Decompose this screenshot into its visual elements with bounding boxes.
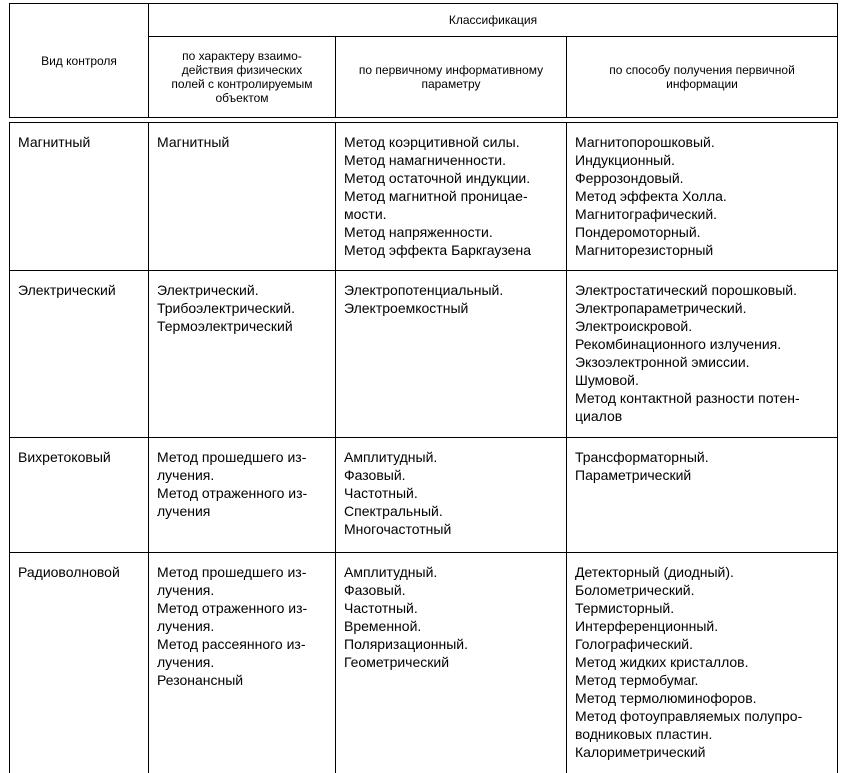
cell-col4	[567, 553, 838, 773]
cell-control-type	[10, 123, 149, 271]
cell-line: Рекомбинационного излучения.	[575, 336, 782, 352]
cell-line: водниковых пластин.	[575, 726, 713, 742]
header-col2-line: по характеру взаимо-	[182, 49, 302, 63]
cell-line: Фазовый.	[344, 582, 406, 598]
cell-line: Метод отраженного из-	[157, 485, 308, 501]
cell-line: Электрический.	[157, 282, 259, 298]
cell-line: Термисторный.	[575, 600, 675, 616]
cell-line: лучения	[157, 503, 211, 519]
cell-line: Метод отраженного из-	[157, 600, 308, 616]
cell-line: Голографический.	[575, 636, 693, 652]
cell-col2	[149, 271, 336, 438]
cell-line: Метод термолюминофоров.	[575, 690, 757, 706]
cell-line: Метод контактной разности потен-	[575, 390, 800, 406]
table-row	[10, 553, 838, 773]
cell-line: Электроискровой.	[575, 318, 693, 334]
cell-line: циалов	[575, 408, 623, 424]
cell-line: Шумовой.	[575, 372, 639, 388]
cell-line: Электропотенциальный.	[344, 282, 504, 298]
cell-line: Частотный.	[344, 485, 418, 501]
control-type-label: Магнитный	[18, 134, 91, 150]
cell-line: Магнитопорошковый.	[575, 134, 715, 150]
cell-line: Магнитографический.	[575, 206, 718, 222]
cell-line: Метод термобумаг.	[575, 672, 699, 688]
cell-control-type	[10, 553, 149, 773]
cell-col2	[149, 553, 336, 773]
cell-line: Частотный.	[344, 600, 418, 616]
cell-line: Многочастотный	[344, 521, 452, 537]
cell-line: Фазовый.	[344, 467, 406, 483]
header-classification	[149, 4, 838, 37]
cell-line: Метод коэрцитивной силы.	[344, 134, 520, 150]
table-row	[10, 438, 838, 553]
cell-line: лучения.	[157, 467, 215, 483]
cell-line: Метод прошедшего из-	[157, 449, 307, 465]
cell-line: Детекторный (диодный).	[575, 564, 734, 580]
cell-line: Трансформаторный.	[575, 449, 709, 465]
cell-line: Интерференционный.	[575, 618, 719, 634]
cell-line: Параметрический	[575, 467, 692, 483]
cell-line: Индукционный.	[575, 152, 675, 168]
cell-line: Метод фотоуправляемых полупро-	[575, 708, 803, 724]
cell-line: Спектральный.	[344, 503, 443, 519]
cell-line: Метод жидких кристаллов.	[575, 654, 749, 670]
table-row	[10, 271, 838, 438]
cell-line: мости.	[344, 206, 387, 222]
header-col3-line: параметру	[421, 77, 481, 91]
cell-line: Временной.	[344, 618, 422, 634]
cell-line: Метод намагниченности.	[344, 152, 506, 168]
control-type-label: Электрический	[18, 282, 116, 298]
cell-line: Амплитудный.	[344, 564, 438, 580]
cell-line: Трибоэлектрический.	[157, 300, 296, 316]
cell-line: Пондеромоторный.	[575, 224, 701, 240]
header-col2	[149, 37, 336, 118]
cell-line: Метод магнитной проницае-	[344, 188, 528, 204]
cell-col4	[567, 271, 838, 438]
cell-line: Электроемкостный	[344, 300, 469, 316]
classification-table	[9, 3, 838, 773]
cell-line: Болометрический.	[575, 582, 695, 598]
cell-line: Феррозондовый.	[575, 170, 684, 186]
cell-line: Метод напряженности.	[344, 224, 493, 240]
cell-line: лучения.	[157, 654, 215, 670]
header-col4-line: информации	[666, 77, 738, 91]
cell-line: Метод эффекта Баркгаузена	[344, 242, 531, 258]
cell-line: Электростатический порошковый.	[575, 282, 797, 298]
cell-control-type	[10, 271, 149, 438]
cell-line: Метод прошедшего из-	[157, 564, 307, 580]
cell-line: Метод эффекта Холла.	[575, 188, 727, 204]
cell-line: Поляризационный.	[344, 636, 468, 652]
cell-line: Магнитный	[157, 134, 230, 150]
header-vid-kontrolya	[10, 4, 149, 118]
cell-col4	[567, 438, 838, 553]
control-type-label: Вихретоковый	[18, 449, 111, 465]
control-type-label: Радиоволновой	[18, 564, 120, 580]
cell-col2	[149, 438, 336, 553]
cell-line: лучения.	[157, 618, 215, 634]
cell-line: Магниторезисторный	[575, 242, 714, 258]
table-row	[10, 123, 838, 271]
header-col4	[567, 37, 838, 118]
cell-col3	[336, 271, 567, 438]
cell-line: Калориметрический	[575, 744, 706, 760]
cell-line: Геометрический	[344, 654, 450, 670]
header-col4-line: по способу получения первичной	[609, 63, 795, 77]
cell-line: Резонансный	[157, 672, 244, 688]
header-col2-line: объектом	[215, 91, 269, 105]
cell-line: Электропараметрический.	[575, 300, 747, 316]
header-col3-line: по первичному информативному	[358, 63, 544, 77]
cell-col3	[336, 553, 567, 773]
cell-col2	[149, 123, 336, 271]
header-col2-line: полей с контролируемым	[171, 77, 313, 91]
cell-line: Метод рассеянного из-	[157, 636, 306, 652]
cell-line: Экзоэлектронной эмиссии.	[575, 354, 750, 370]
cell-line: Метод остаточной индукции.	[344, 170, 531, 186]
header-col2-line: действия физических	[181, 63, 303, 77]
header-classification-label: Классификация	[448, 13, 538, 27]
cell-col3	[336, 123, 567, 271]
cell-line: лучения.	[157, 582, 215, 598]
cell-col4	[567, 123, 838, 271]
cell-line: Термоэлектрический	[157, 318, 293, 334]
header-col3	[336, 37, 567, 118]
header-vid-kontrolya-label: Вид контроля	[41, 53, 117, 68]
cell-line: Амплитудный.	[344, 449, 438, 465]
cell-control-type	[10, 438, 149, 553]
cell-col3	[336, 438, 567, 553]
